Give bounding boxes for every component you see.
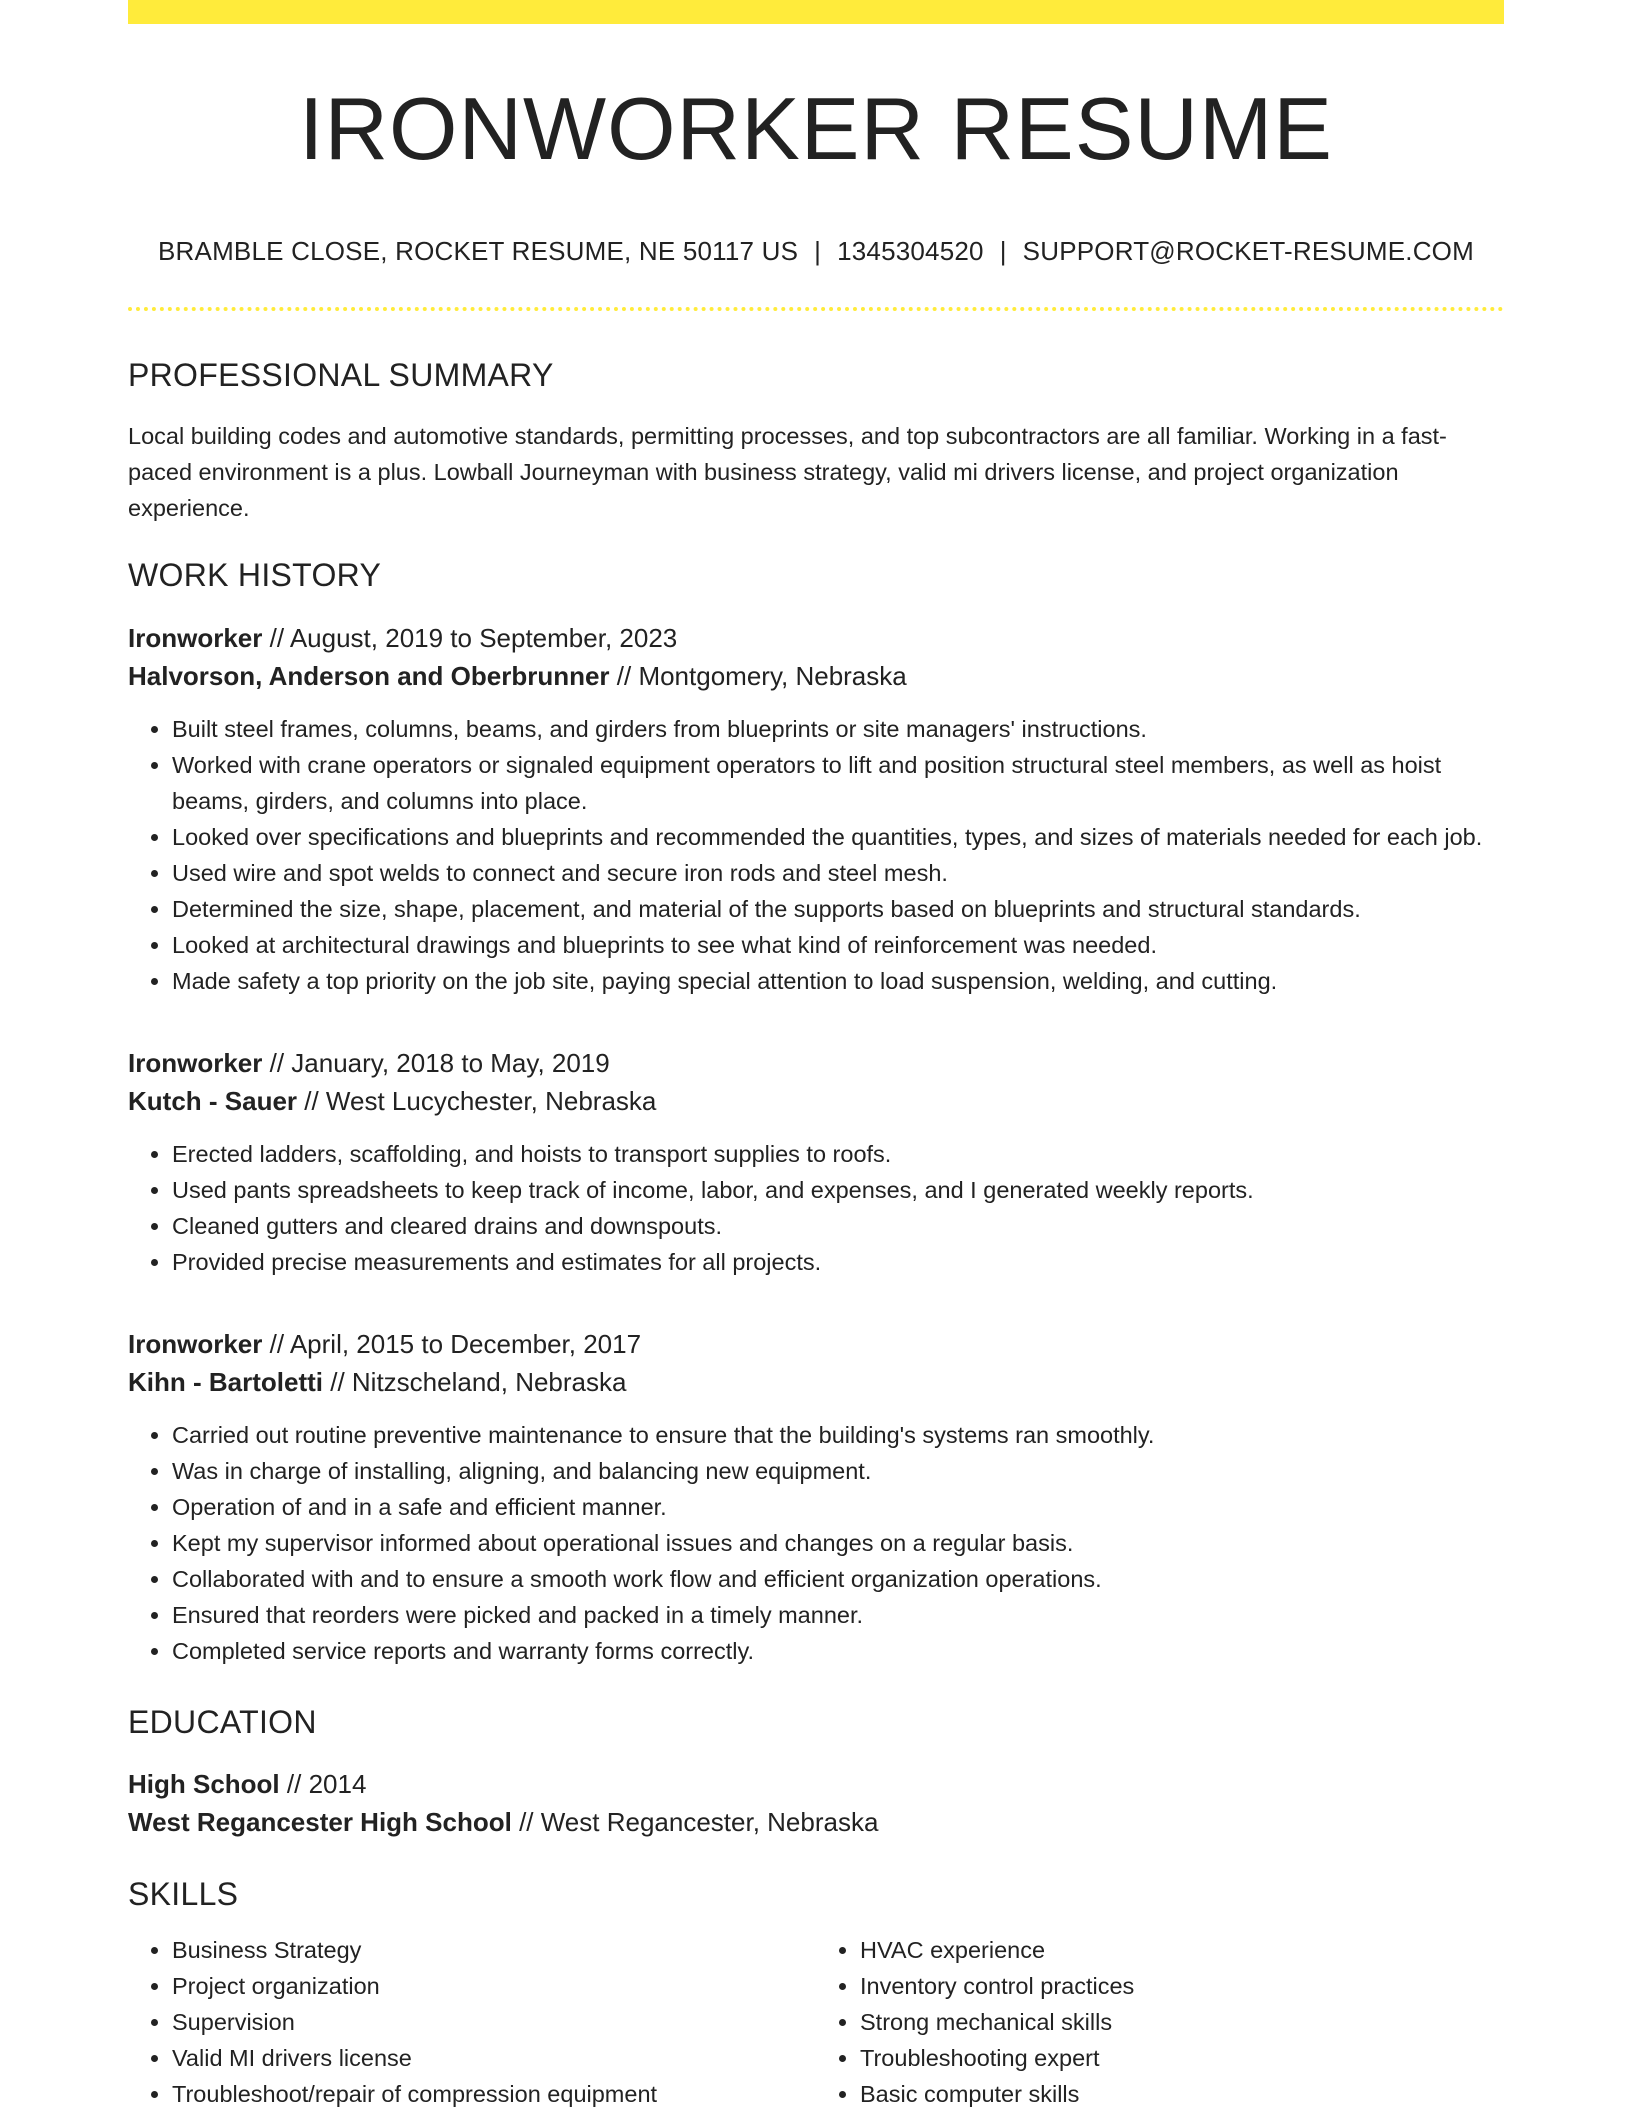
- job-location: // Montgomery, Nebraska: [609, 660, 907, 691]
- skill-item: • Troubleshoot/repair of compression equipment: [172, 2076, 816, 2112]
- job-entry: [128, 1044, 1504, 1280]
- job-duty: • Worked with crane operators or signaled equipment operators to lift and position structural steel members, as well as hoist beams, girders, and columns into place.: [172, 747, 1504, 819]
- contact-email: SUPPORT@ROCKET-RESUME.COM: [1022, 235, 1474, 266]
- skill-item: • Inventory control practices: [860, 1968, 1504, 2004]
- job-duties-list: [128, 1417, 1504, 1669]
- job-duty: • Looked over specifications and blueprints and recommended the quantities, types, and sizes of materials needed for each job.: [172, 819, 1504, 855]
- school-line: [128, 1803, 1504, 1841]
- skill-item: • Basic computer skills: [860, 2076, 1504, 2112]
- education-entry: [128, 1765, 1504, 1841]
- job-company-line: [128, 1082, 1504, 1120]
- skills-columns: [128, 1932, 1504, 2112]
- job-duty: • Cleaned gutters and cleared drains and downspouts.: [172, 1208, 1504, 1244]
- job-company-line: [128, 657, 1504, 695]
- skill-item: • Valid MI drivers license: [172, 2040, 816, 2076]
- work-history-heading: WORK HISTORY: [128, 557, 382, 594]
- contact-line: [128, 236, 1504, 267]
- job-duty: • Collaborated with and to ensure a smooth work flow and efficient organization operations.: [172, 1561, 1504, 1597]
- summary-text: Local building codes and automotive standards, permitting processes, and top subcontractors are all familiar. Working in a fast-paced environment is a plus. Lowball Journeyman with business strategy, valid mi drivers license, and project organization experience.: [128, 423, 1447, 522]
- job-duty: • Was in charge of installing, aligning, and balancing new equipment.: [172, 1453, 1504, 1489]
- job-title: Ironworker: [128, 1328, 263, 1359]
- job-duty: • Operation of and in a safe and efficient manner.: [172, 1489, 1504, 1525]
- job-company: Kihn - Bartoletti: [128, 1366, 323, 1397]
- job-company: Halvorson, Anderson and Oberbrunner: [128, 660, 610, 691]
- job-title-line: [128, 1325, 1504, 1363]
- skill-item: • Project organization: [172, 1968, 816, 2004]
- job-dates: // April, 2015 to December, 2017: [262, 1328, 642, 1359]
- job-duty: • Used pants spreadsheets to keep track of income, labor, and expenses, and I generated weekly reports.: [172, 1172, 1504, 1208]
- skills-list-left: [128, 1932, 816, 2112]
- contact-phone: 1345304520: [837, 235, 984, 266]
- summary-heading: PROFESSIONAL SUMMARY: [128, 356, 554, 393]
- education-heading: EDUCATION: [128, 1703, 317, 1740]
- skill-item: • HVAC experience: [860, 1932, 1504, 1968]
- skill-item: • Business Strategy: [172, 1932, 816, 1968]
- job-company: Kutch - Sauer: [128, 1085, 298, 1116]
- top-accent-bar: [128, 0, 1504, 24]
- job-title-line: [128, 1044, 1504, 1082]
- degree: High School: [128, 1769, 280, 1800]
- job-title: Ironworker: [128, 1047, 263, 1078]
- resume-page: [128, 0, 1504, 2112]
- skills-list-right: [816, 1932, 1504, 2112]
- job-duty: • Kept my supervisor informed about operational issues and changes on a regular basis.: [172, 1525, 1504, 1561]
- job-title: Ironworker: [128, 622, 263, 653]
- skill-item: • Supervision: [172, 2004, 816, 2040]
- job-location: // Nitzscheland, Nebraska: [323, 1366, 627, 1397]
- job-duty: • Provided precise measurements and estimates for all projects.: [172, 1244, 1504, 1280]
- job-dates: // August, 2019 to September, 2023: [262, 622, 678, 653]
- job-duty: • Built steel frames, columns, beams, and girders from blueprints or site managers' instructions.: [172, 711, 1504, 747]
- job-company-line: [128, 1363, 1504, 1401]
- job-duty: • Made safety a top priority on the job site, paying special attention to load suspension, welding, and cutting.: [172, 963, 1504, 999]
- job-duty: • Looked at architectural drawings and blueprints to see what kind of reinforcement was needed.: [172, 927, 1504, 963]
- resume-title: IRONWORKER RESUME: [299, 79, 1333, 178]
- job-duties-list: [128, 1136, 1504, 1280]
- skill-item: • Troubleshooting expert: [860, 2040, 1504, 2076]
- job-title-line: [128, 619, 1504, 657]
- contact-separator: |: [814, 235, 822, 266]
- job-duty: • Determined the size, shape, placement, and material of the supports based on blueprints and structural standards.: [172, 891, 1504, 927]
- job-duties-list: [128, 711, 1504, 999]
- job-entry: [128, 619, 1504, 999]
- contact-address: BRAMBLE CLOSE, ROCKET RESUME, NE 50117 US: [158, 235, 799, 266]
- skills-heading: SKILLS: [128, 1876, 239, 1913]
- job-duty: • Ensured that reorders were picked and packed in a timely manner.: [172, 1597, 1504, 1633]
- job-location: // West Lucychester, Nebraska: [297, 1085, 657, 1116]
- header-divider: [128, 307, 1504, 311]
- job-duty: • Carried out routine preventive maintenance to ensure that the building's systems ran smoothly.: [172, 1417, 1504, 1453]
- school-name: West Regancester High School: [128, 1807, 512, 1838]
- job-entry: [128, 1325, 1504, 1669]
- job-duty: • Erected ladders, scaffolding, and hoists to transport supplies to roofs.: [172, 1136, 1504, 1172]
- graduation-year: // 2014: [279, 1769, 367, 1800]
- job-dates: // January, 2018 to May, 2019: [262, 1047, 610, 1078]
- job-duty: • Used wire and spot welds to connect and secure iron rods and steel mesh.: [172, 855, 1504, 891]
- skill-item: • Strong mechanical skills: [860, 2004, 1504, 2040]
- job-duty: • Completed service reports and warranty forms correctly.: [172, 1633, 1504, 1669]
- contact-separator: |: [999, 235, 1007, 266]
- degree-line: [128, 1765, 1504, 1803]
- school-location: // West Regancester, Nebraska: [511, 1807, 879, 1838]
